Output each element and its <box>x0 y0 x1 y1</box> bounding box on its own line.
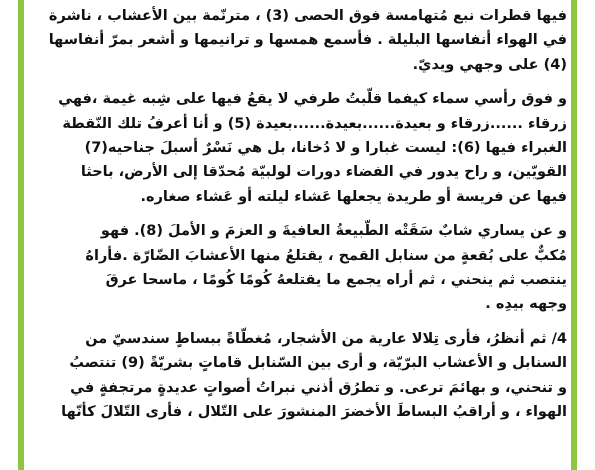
text-line: الغبراء فيها (6): ليست غبارا و لا دُخانا، بل هي نَسْرٌ أسبلَ جناحيه(7) <box>84 140 567 157</box>
text-line: ينتصب ثم ينحني ، ثم أراه يجمع ما يقتلعهُ كُومًا كُومًا ، ماسحا عرقَ <box>105 272 567 289</box>
text-line: فيها عن فريسة أو طريدة يجعلها عَشاء ليلته أو عَشاء صغاره. <box>140 188 567 205</box>
text-line: و تنحني، و بهائمَ ترعى. و تطرُق أذني نبراتُ أصواتٍ عديدةٍ مرتجفةٍ في <box>70 379 567 396</box>
paragraph-3 <box>30 219 567 317</box>
left-green-border <box>18 0 24 470</box>
text-line: القويّين، و راح يدور في الفضاء دورات لولبيّة مُحدّقا إلى الأرض، باحثا <box>80 164 567 181</box>
text-line: وجهه بيدِه . <box>485 296 567 313</box>
text-line: 4/ ثم أنظرُ، فأرى تِلالا عارية من الأشجار، مُغطّاةً ببساطٍ سندسيّ من <box>85 330 567 347</box>
text-line: مُكبٌّ على بُقعةٍ من سنابل القمح ، يقتلعُ منها الأعشابَ الضّارّة .فأراهُ <box>85 247 567 264</box>
text-line: في الهواء أنفاسها البليلة . فأسمع همسها و ترانيمها و أشعر بمرّ أنفاسها <box>48 32 567 49</box>
text-line: زرقاء ......زرقاء و بعيدة......بعيدة......بعيدة (5) و أنا أعرفُ تلك النّقطة <box>62 115 567 132</box>
text-line: و عن يساري شابٌ سَقَتْه الطّبيعةُ العافيةَ و العزمَ و الأملَ (8). فهو <box>100 223 567 240</box>
text-line: (4) على وجهي ويديّ. <box>412 56 567 73</box>
text-line: السنابل و الأعشاب البرّيّة، و أرى بين السّنابل قاماتٍ بشريّةً (9) تنتصبُ <box>69 355 567 372</box>
paragraph-1 <box>30 4 567 77</box>
paragraph-2 <box>30 87 567 209</box>
paragraph-4 <box>30 327 567 425</box>
text-line: الهواء ، و أراقبُ البساطَ الأخضرَ المنشورَ على التّلال ، فأرى التّلالَ كأنّها <box>61 404 567 421</box>
right-green-border <box>571 0 577 470</box>
text-body <box>30 4 567 425</box>
text-line: و فوق رأسي سماء كيفما قلّبتُ طرفي لا يقعُ فيها على شِبه غيمة ،فهي <box>58 91 567 108</box>
text-line: فيها قطرات نبع مُتهامسة فوق الحصى (3) ، مترنّمة بين الأعشاب ، ناشرة <box>48 8 567 24</box>
